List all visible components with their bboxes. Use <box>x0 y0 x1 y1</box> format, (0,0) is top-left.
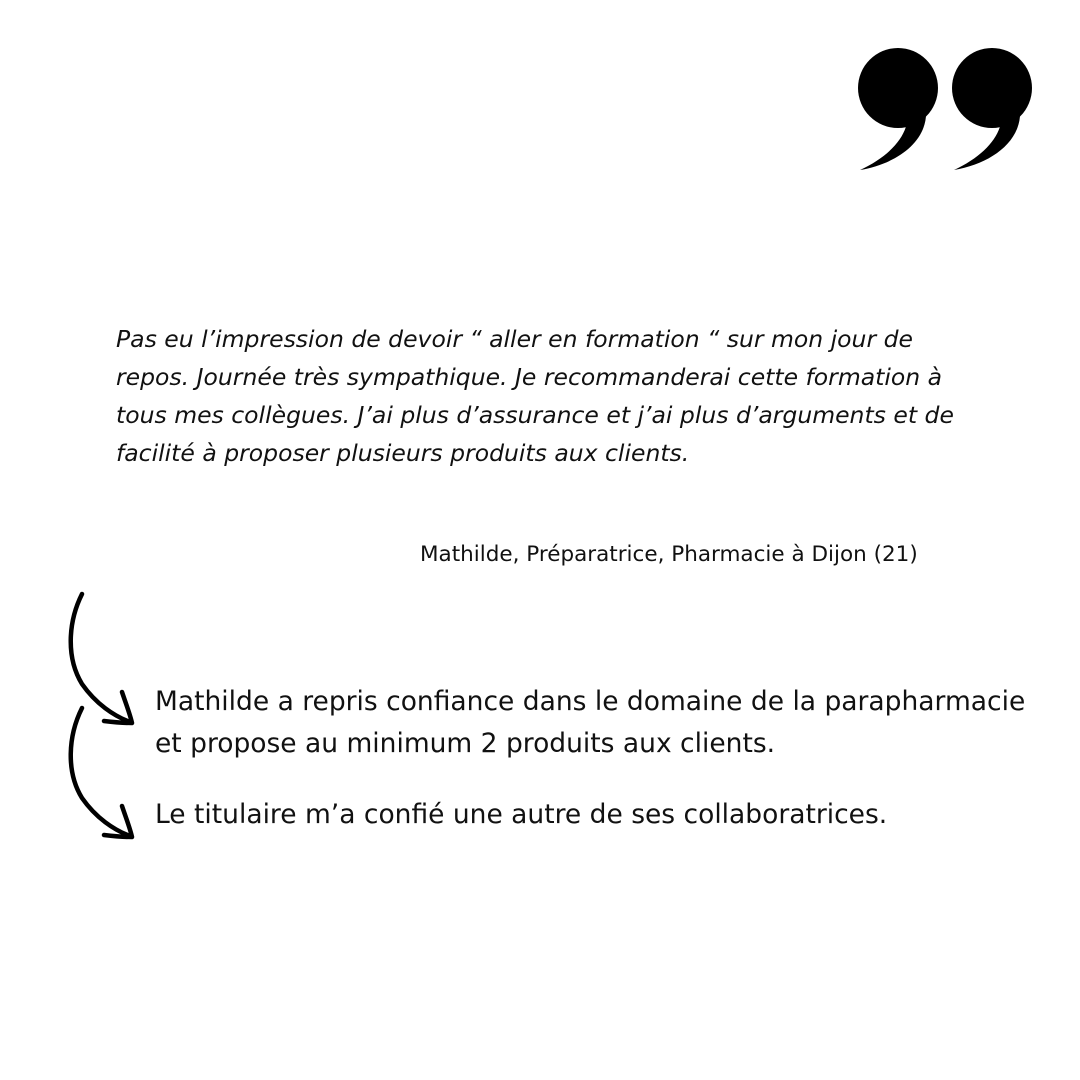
testimonial-quote: Pas eu l’impression de devoir “ aller en formation “ sur mon jour de repos. Journée très sympathique. Je recommanderai cette formation à tous mes collègues. J’ai plus d’assurance et j’ai plus d’arguments et de facilité à proposer plusieurs produits aux clients. <box>116 325 954 467</box>
testimonial-author: Mathilde, Préparatrice, Pharmacie à Dijon (21) <box>420 542 918 567</box>
closing-quote-icon <box>856 44 1036 172</box>
result-item: Mathilde a repris confiance dans le domaine de la parapharmacie et propose au minimum 2 produits aux clients. <box>155 686 1026 759</box>
result-item: Le titulaire m’a confié une autre de ses collaboratrices. <box>155 799 888 830</box>
curved-arrow-icon <box>62 706 142 846</box>
